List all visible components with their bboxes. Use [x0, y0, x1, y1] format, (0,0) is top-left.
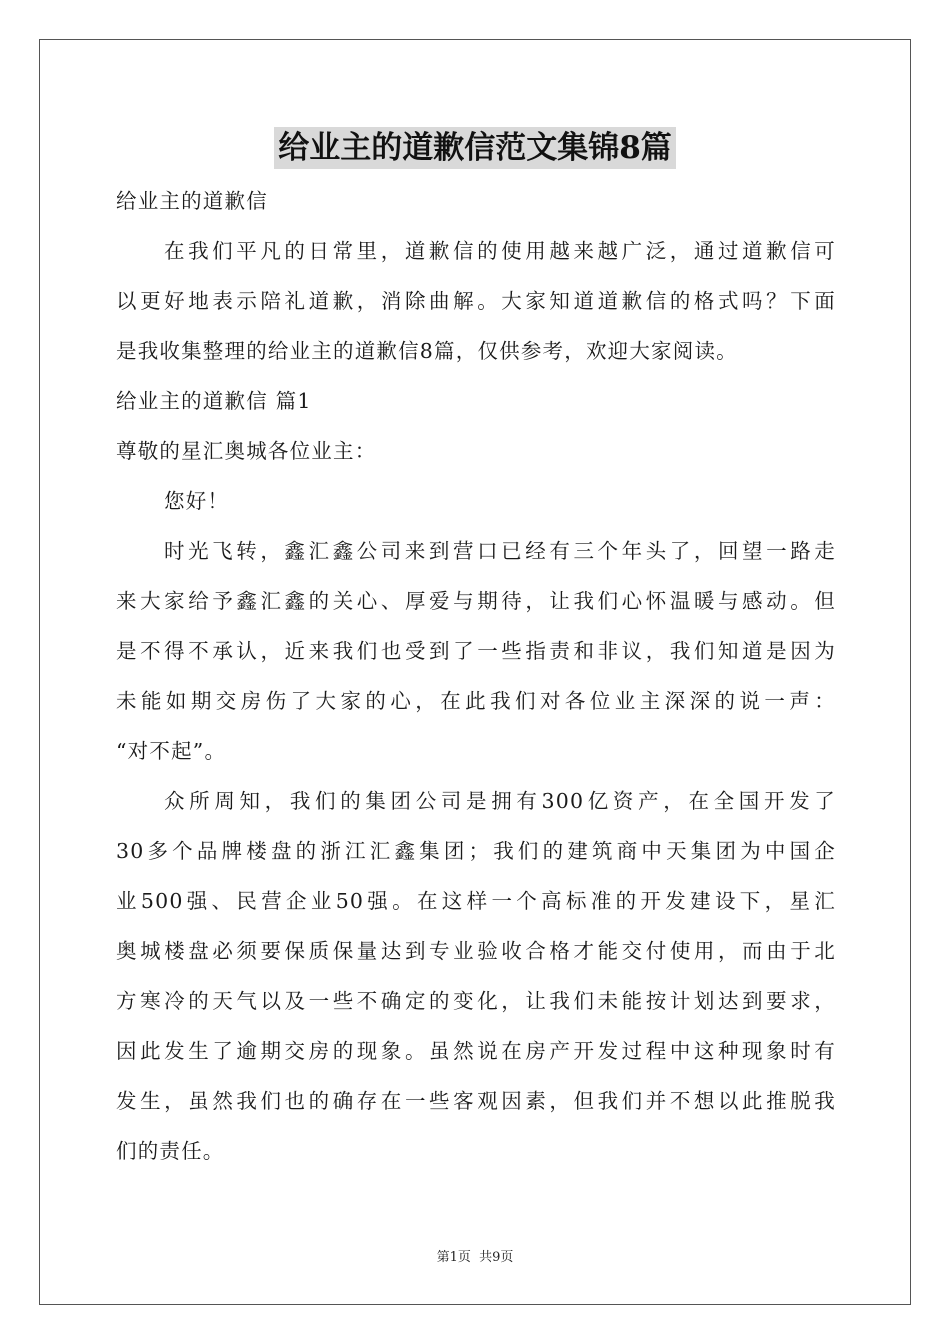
- paragraph-line: 是不得不承认，近来我们也受到了一些指责和非议，我们知道是因为: [116, 639, 836, 663]
- paragraph-line: 方寒冷的天气以及一些不确定的变化，让我们未能按计划达到要求，: [116, 989, 836, 1013]
- paragraph-line: 发生，虽然我们也的确存在一些客观因素，但我们并不想以此推脱我: [116, 1089, 836, 1113]
- page-footer: [0, 1246, 950, 1265]
- salutation: 尊敬的星汇奥城各位业主：: [116, 439, 377, 463]
- paragraph-line: 来大家给予鑫汇鑫的关心、厚爱与期待，让我们心怀温暖与感动。但: [116, 589, 836, 613]
- paragraph-line: 30多个品牌楼盘的浙江汇鑫集团；我们的建筑商中天集团为中国企: [116, 839, 836, 863]
- paragraph-line: 未能如期交房伤了大家的心，在此我们对各位业主深深的说一声：: [116, 689, 836, 713]
- paragraph-line: 业500强、民营企业50强。在这样一个高标准的开发建设下，星汇: [116, 889, 836, 913]
- section-heading: 给业主的道歉信: [116, 189, 268, 213]
- paragraph-line: 因此发生了逾期交房的现象。虽然说在房产开发过程中这种现象时有: [116, 1039, 836, 1063]
- page-number: 第1页: [436, 1250, 471, 1265]
- section-heading: 给业主的道歉信 篇1: [116, 389, 312, 413]
- paragraph-line: 时光飞转，鑫汇鑫公司来到营口已经有三个年头了，回望一路走: [164, 539, 836, 563]
- document-body: [116, 176, 836, 1176]
- document-title: 给业主的道歉信范文集锦8篇: [274, 127, 676, 169]
- title-container: [0, 127, 950, 169]
- paragraph-line: 以更好地表示陪礼道歉，消除曲解。大家知道道歉信的格式吗？下面: [116, 289, 836, 313]
- paragraph-line: “对不起”。: [116, 739, 227, 763]
- paragraph-line: 是我收集整理的给业主的道歉信8篇，仅供参考，欢迎大家阅读。: [116, 339, 738, 363]
- paragraph-line: 众所周知，我们的集团公司是拥有300亿资产，在全国开发了: [164, 789, 836, 813]
- greeting: 您好！: [164, 489, 230, 513]
- paragraph-line: 奥城楼盘必须要保质保量达到专业验收合格才能交付使用，而由于北: [116, 939, 836, 963]
- page-total: 共9页: [479, 1250, 514, 1265]
- paragraph-line: 们的责任。: [116, 1139, 225, 1163]
- paragraph-line: 在我们平凡的日常里，道歉信的使用越来越广泛，通过道歉信可: [164, 239, 836, 263]
